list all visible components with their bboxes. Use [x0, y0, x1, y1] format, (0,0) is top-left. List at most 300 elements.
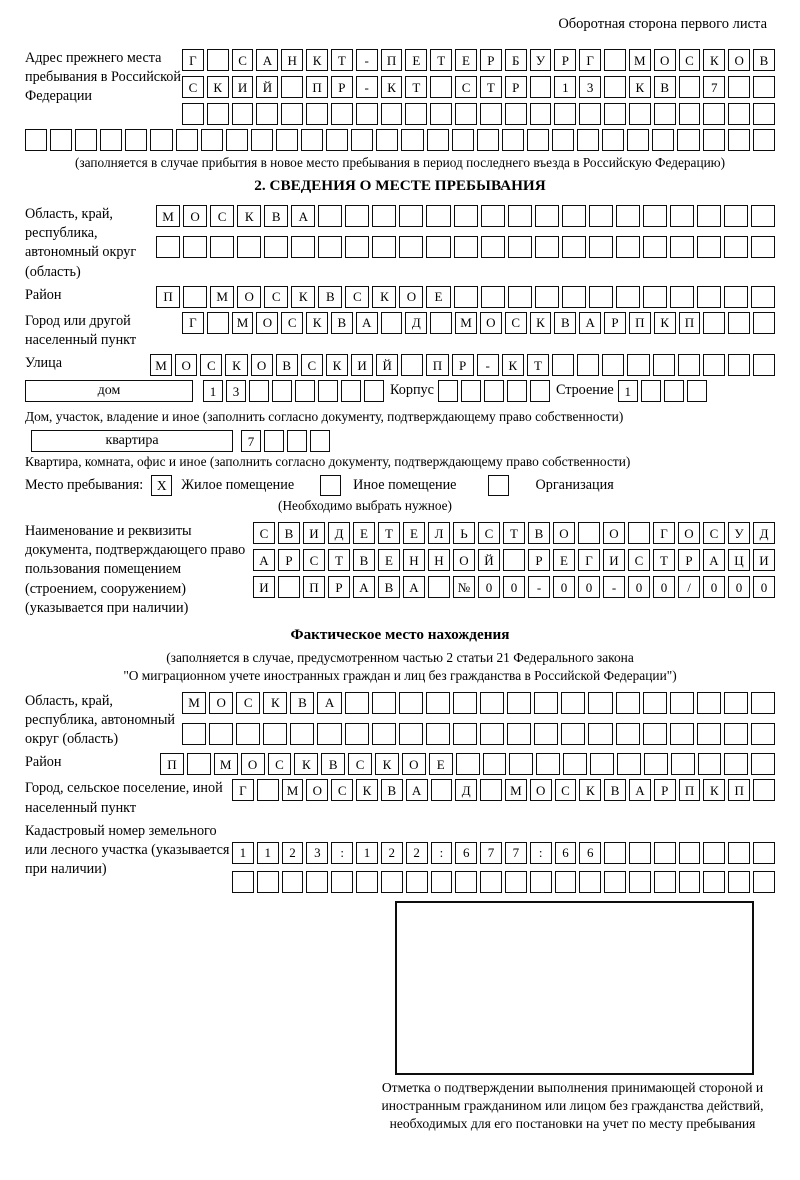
char-box	[201, 129, 223, 151]
confirmation-stamp-box	[395, 901, 754, 1075]
char-box: В	[381, 779, 403, 801]
char-box: С	[348, 753, 372, 775]
char-box: Ь	[453, 522, 475, 544]
char-box	[278, 576, 300, 598]
char-box: /	[678, 576, 700, 598]
char-box: 3	[306, 842, 328, 864]
char-box	[310, 430, 330, 452]
char-box: В	[276, 354, 298, 376]
char-box	[629, 103, 651, 125]
char-box	[530, 380, 550, 402]
char-box	[453, 723, 477, 745]
char-box: 6	[555, 842, 577, 864]
char-box	[654, 103, 676, 125]
char-box	[604, 103, 626, 125]
char-box: Г	[232, 779, 254, 801]
char-box	[670, 286, 694, 308]
char-box: К	[502, 354, 524, 376]
char-box	[381, 312, 403, 334]
char-box: Е	[455, 49, 477, 71]
char-box: М	[629, 49, 651, 71]
char-box	[753, 312, 775, 334]
actual-location-note-1: (заполняется в случае, предусмотренном частью 2 статьи 21 Федерального закона	[166, 649, 634, 665]
char-box	[554, 103, 576, 125]
char-box	[232, 103, 254, 125]
char-box: №	[453, 576, 475, 598]
char-box: С	[331, 779, 353, 801]
char-box	[604, 842, 626, 864]
street-label: Улица	[25, 355, 63, 372]
char-box: К	[263, 692, 287, 714]
char-box: К	[381, 76, 403, 98]
char-box: Й	[376, 354, 398, 376]
house-box-label: дом	[25, 380, 193, 402]
char-box: К	[375, 753, 399, 775]
char-box	[264, 430, 284, 452]
char-box	[454, 236, 478, 258]
region-row-2	[156, 236, 775, 258]
char-box: Т	[653, 549, 675, 571]
char-box	[653, 354, 675, 376]
char-box: К	[291, 286, 315, 308]
char-box: О	[256, 312, 278, 334]
char-box	[536, 753, 560, 775]
char-box	[452, 129, 474, 151]
char-box	[535, 236, 559, 258]
char-box	[481, 205, 505, 227]
char-box: 0	[753, 576, 775, 598]
char-box: С	[345, 286, 369, 308]
char-box	[577, 129, 599, 151]
char-box	[183, 236, 207, 258]
char-box: А	[703, 549, 725, 571]
prev-address-row-1	[182, 49, 775, 71]
char-box	[453, 692, 477, 714]
actual-region-label: Область, край, республика, автономный округ (область)	[25, 692, 176, 748]
char-box	[589, 205, 613, 227]
char-box: Д	[405, 312, 427, 334]
page-subtitle: Оборотная сторона первого листа	[558, 16, 767, 32]
char-box	[431, 779, 453, 801]
char-box	[753, 129, 775, 151]
city-block	[25, 312, 775, 350]
char-box: Т	[405, 76, 427, 98]
char-box	[454, 286, 478, 308]
char-box: К	[225, 354, 247, 376]
char-box: 0	[578, 576, 600, 598]
char-box: А	[406, 779, 428, 801]
char-box: 1	[618, 380, 638, 402]
char-box: И	[351, 354, 373, 376]
char-box: 3	[226, 380, 246, 402]
char-box: -	[603, 576, 625, 598]
char-box: Л	[428, 522, 450, 544]
char-box	[326, 129, 348, 151]
char-box	[534, 692, 558, 714]
char-box: В	[264, 205, 288, 227]
char-box: Д	[455, 779, 477, 801]
char-box: В	[278, 522, 300, 544]
char-box	[318, 205, 342, 227]
stay-type-label: Место пребывания:	[25, 477, 144, 494]
char-box	[306, 871, 328, 893]
char-box: 2	[406, 842, 428, 864]
char-box	[641, 380, 661, 402]
city-row	[182, 312, 775, 334]
char-box: 1	[232, 842, 254, 864]
char-box	[507, 723, 531, 745]
char-box: Н	[403, 549, 425, 571]
char-box: У	[728, 522, 750, 544]
char-box	[534, 723, 558, 745]
char-box: О	[402, 753, 426, 775]
stamp-caption: Отметка о подтверждении выполнения принимающей стороной и иностранным гражданином или лицом без гражданства действий, необходимых для его постановки на учет по месту пребывания	[381, 1079, 764, 1132]
char-box	[257, 779, 279, 801]
char-box	[341, 380, 361, 402]
char-box	[264, 236, 288, 258]
char-box	[301, 129, 323, 151]
char-box	[480, 692, 504, 714]
char-box: К	[326, 354, 348, 376]
char-box: М	[150, 354, 172, 376]
char-box: К	[654, 312, 676, 334]
char-box: К	[579, 779, 601, 801]
char-box	[753, 842, 775, 864]
char-box: Т	[527, 354, 549, 376]
char-box	[627, 354, 649, 376]
char-box	[703, 312, 725, 334]
char-box	[724, 692, 748, 714]
char-box	[670, 692, 694, 714]
char-box	[318, 380, 338, 402]
char-box: Р	[604, 312, 626, 334]
char-box	[604, 871, 626, 893]
char-box: Н	[281, 49, 303, 71]
char-box	[431, 871, 453, 893]
char-box: Г	[578, 549, 600, 571]
char-box: О	[530, 779, 552, 801]
char-box: Р	[278, 549, 300, 571]
char-box	[590, 753, 614, 775]
char-box	[703, 129, 725, 151]
document-row-1	[253, 522, 775, 544]
char-box: -	[356, 76, 378, 98]
char-box: К	[306, 312, 328, 334]
char-box: В	[321, 753, 345, 775]
char-box	[100, 129, 122, 151]
char-box	[562, 236, 586, 258]
char-box: И	[753, 549, 775, 571]
char-box	[209, 723, 233, 745]
char-box	[426, 236, 450, 258]
document-row-3	[253, 576, 775, 598]
char-box	[697, 286, 721, 308]
char-box	[331, 871, 353, 893]
char-box: С	[281, 312, 303, 334]
char-box: А	[353, 576, 375, 598]
stay-type-option-residential: Жилое помещение	[181, 477, 295, 494]
char-box	[616, 236, 640, 258]
char-box	[372, 692, 396, 714]
char-box	[728, 76, 750, 98]
char-box	[589, 286, 613, 308]
actual-city-block	[25, 779, 775, 817]
char-box	[679, 842, 701, 864]
char-box	[25, 129, 47, 151]
char-box	[426, 205, 450, 227]
stay-type-row	[25, 475, 775, 496]
char-box: С	[301, 354, 323, 376]
char-box	[579, 103, 601, 125]
char-box	[207, 312, 229, 334]
char-box	[604, 76, 626, 98]
char-box	[728, 871, 750, 893]
char-box	[232, 871, 254, 893]
cadastral-row-2	[232, 871, 775, 893]
char-box: О	[237, 286, 261, 308]
char-box: Р	[678, 549, 700, 571]
char-box: М	[455, 312, 477, 334]
char-box: У	[530, 49, 552, 71]
char-box	[401, 129, 423, 151]
prev-address-note: (заполняется в случае прибытия в новое место пребывания в период последнего въезда в Российскую Федерацию)	[74, 155, 726, 170]
char-box	[276, 129, 298, 151]
char-box	[563, 753, 587, 775]
char-box	[561, 692, 585, 714]
char-box	[670, 236, 694, 258]
stamp-area	[25, 897, 775, 1179]
char-box	[372, 236, 396, 258]
char-box: С	[200, 354, 222, 376]
char-box	[589, 236, 613, 258]
char-box: 2	[381, 842, 403, 864]
char-box	[236, 723, 260, 745]
char-box	[724, 753, 748, 775]
char-box: П	[381, 49, 403, 71]
cadastral-label: Кадастровый номер земельного или лесного участка (указывается при наличии)	[25, 822, 230, 878]
char-box: С	[703, 522, 725, 544]
cadastral-block	[25, 822, 775, 893]
char-box	[507, 380, 527, 402]
char-box: :	[431, 842, 453, 864]
char-box: 6	[455, 842, 477, 864]
char-box	[616, 723, 640, 745]
char-box: Б	[505, 49, 527, 71]
char-box	[399, 236, 423, 258]
char-box	[430, 76, 452, 98]
char-box	[364, 380, 384, 402]
char-box	[454, 205, 478, 227]
char-box	[628, 522, 650, 544]
char-box: Г	[182, 312, 204, 334]
char-box	[670, 205, 694, 227]
char-box: Е	[403, 522, 425, 544]
char-box: С	[264, 286, 288, 308]
char-box: И	[303, 522, 325, 544]
char-box	[317, 723, 341, 745]
char-box	[345, 236, 369, 258]
char-box: :	[331, 842, 353, 864]
char-box: С	[253, 522, 275, 544]
char-box	[282, 871, 304, 893]
char-box	[399, 692, 423, 714]
actual-city-row	[232, 779, 775, 801]
char-box	[150, 129, 172, 151]
char-box: В	[528, 522, 550, 544]
char-box	[187, 753, 211, 775]
stay-type-option-organization: Организация	[535, 477, 614, 494]
char-box: М	[214, 753, 238, 775]
char-box	[555, 871, 577, 893]
char-box	[654, 842, 676, 864]
prev-address-label: Адрес прежнего места пребывания в Российской Федерации	[25, 50, 181, 105]
char-box	[535, 286, 559, 308]
stay-type-checkbox-residential: X	[151, 475, 172, 496]
char-box: К	[703, 49, 725, 71]
char-box	[426, 692, 450, 714]
char-box	[480, 723, 504, 745]
char-box	[751, 205, 775, 227]
char-box: А	[356, 312, 378, 334]
actual-region-block	[25, 692, 775, 750]
char-box: К	[207, 76, 229, 98]
char-box	[670, 723, 694, 745]
char-box	[751, 236, 775, 258]
char-box: С	[505, 312, 527, 334]
char-box: Т	[328, 549, 350, 571]
section2-title: 2. СВЕДЕНИЯ О МЕСТЕ ПРЕБЫВАНИЯ	[254, 177, 546, 194]
char-box	[629, 842, 651, 864]
char-box: О	[654, 49, 676, 71]
char-box: О	[480, 312, 502, 334]
actual-location-note-2: "О миграционном учете иностранных граждан и лиц без гражданства в Российской Федерации")	[123, 667, 677, 683]
char-box: С	[232, 49, 254, 71]
char-box: С	[478, 522, 500, 544]
char-box	[249, 380, 269, 402]
char-box	[562, 205, 586, 227]
char-box: -	[356, 49, 378, 71]
char-box: Р	[654, 779, 676, 801]
char-box: М	[282, 779, 304, 801]
char-box	[602, 354, 624, 376]
char-box	[751, 753, 775, 775]
char-box	[256, 103, 278, 125]
char-box: Е	[429, 753, 453, 775]
char-box	[461, 380, 481, 402]
char-box	[679, 76, 701, 98]
house-cells	[203, 380, 384, 402]
char-box: О	[183, 205, 207, 227]
char-box: 0	[703, 576, 725, 598]
char-box	[291, 236, 315, 258]
char-box	[527, 129, 549, 151]
char-box	[503, 549, 525, 571]
char-box	[505, 871, 527, 893]
char-box: Д	[753, 522, 775, 544]
char-box	[703, 842, 725, 864]
char-box	[643, 205, 667, 227]
char-box	[480, 871, 502, 893]
char-box: О	[306, 779, 328, 801]
char-box	[430, 312, 452, 334]
char-box: Й	[256, 76, 278, 98]
stay-type-option-other: Иное помещение	[353, 477, 457, 494]
char-box	[399, 723, 423, 745]
char-box	[677, 129, 699, 151]
char-box: 0	[628, 576, 650, 598]
char-box	[602, 129, 624, 151]
char-box: В	[604, 779, 626, 801]
char-box	[753, 871, 775, 893]
char-box	[604, 49, 626, 71]
char-box	[703, 354, 725, 376]
char-box	[306, 103, 328, 125]
char-box	[643, 723, 667, 745]
char-box	[505, 103, 527, 125]
char-box	[617, 753, 641, 775]
region-label: Область, край, республика, автономный округ (область)	[25, 206, 137, 280]
char-box: 1	[257, 842, 279, 864]
char-box: Р	[328, 576, 350, 598]
char-box: С	[555, 779, 577, 801]
char-box	[405, 103, 427, 125]
char-box	[629, 871, 651, 893]
char-box: Т	[430, 49, 452, 71]
char-box	[182, 103, 204, 125]
char-box: И	[232, 76, 254, 98]
char-box: А	[256, 49, 278, 71]
char-box	[75, 129, 97, 151]
char-box	[318, 236, 342, 258]
char-box: С	[455, 76, 477, 98]
char-box: С	[303, 549, 325, 571]
char-box: К	[356, 779, 378, 801]
char-box: 3	[579, 76, 601, 98]
char-box	[455, 871, 477, 893]
char-box	[588, 692, 612, 714]
actual-district-row	[160, 753, 775, 775]
char-box: А	[579, 312, 601, 334]
char-box: К	[703, 779, 725, 801]
char-box: Р	[452, 354, 474, 376]
char-box	[687, 380, 707, 402]
structure-label: Строение	[555, 382, 614, 399]
prev-address-row-3	[182, 103, 775, 125]
actual-region-row-1	[182, 692, 775, 714]
char-box: Д	[328, 522, 350, 544]
char-box	[438, 380, 458, 402]
char-box	[430, 103, 452, 125]
char-box: 7	[505, 842, 527, 864]
char-box	[751, 723, 775, 745]
char-box: П	[156, 286, 180, 308]
char-box: В	[554, 312, 576, 334]
char-box	[530, 76, 552, 98]
char-box: П	[306, 76, 328, 98]
char-box	[671, 753, 695, 775]
char-box	[406, 871, 428, 893]
char-box: Т	[503, 522, 525, 544]
char-box	[643, 236, 667, 258]
char-box	[616, 286, 640, 308]
char-box	[210, 236, 234, 258]
char-box: Г	[182, 49, 204, 71]
char-box: А	[291, 205, 315, 227]
char-box: -	[477, 354, 499, 376]
char-box	[226, 129, 248, 151]
char-box: Р	[528, 549, 550, 571]
char-box	[480, 779, 502, 801]
